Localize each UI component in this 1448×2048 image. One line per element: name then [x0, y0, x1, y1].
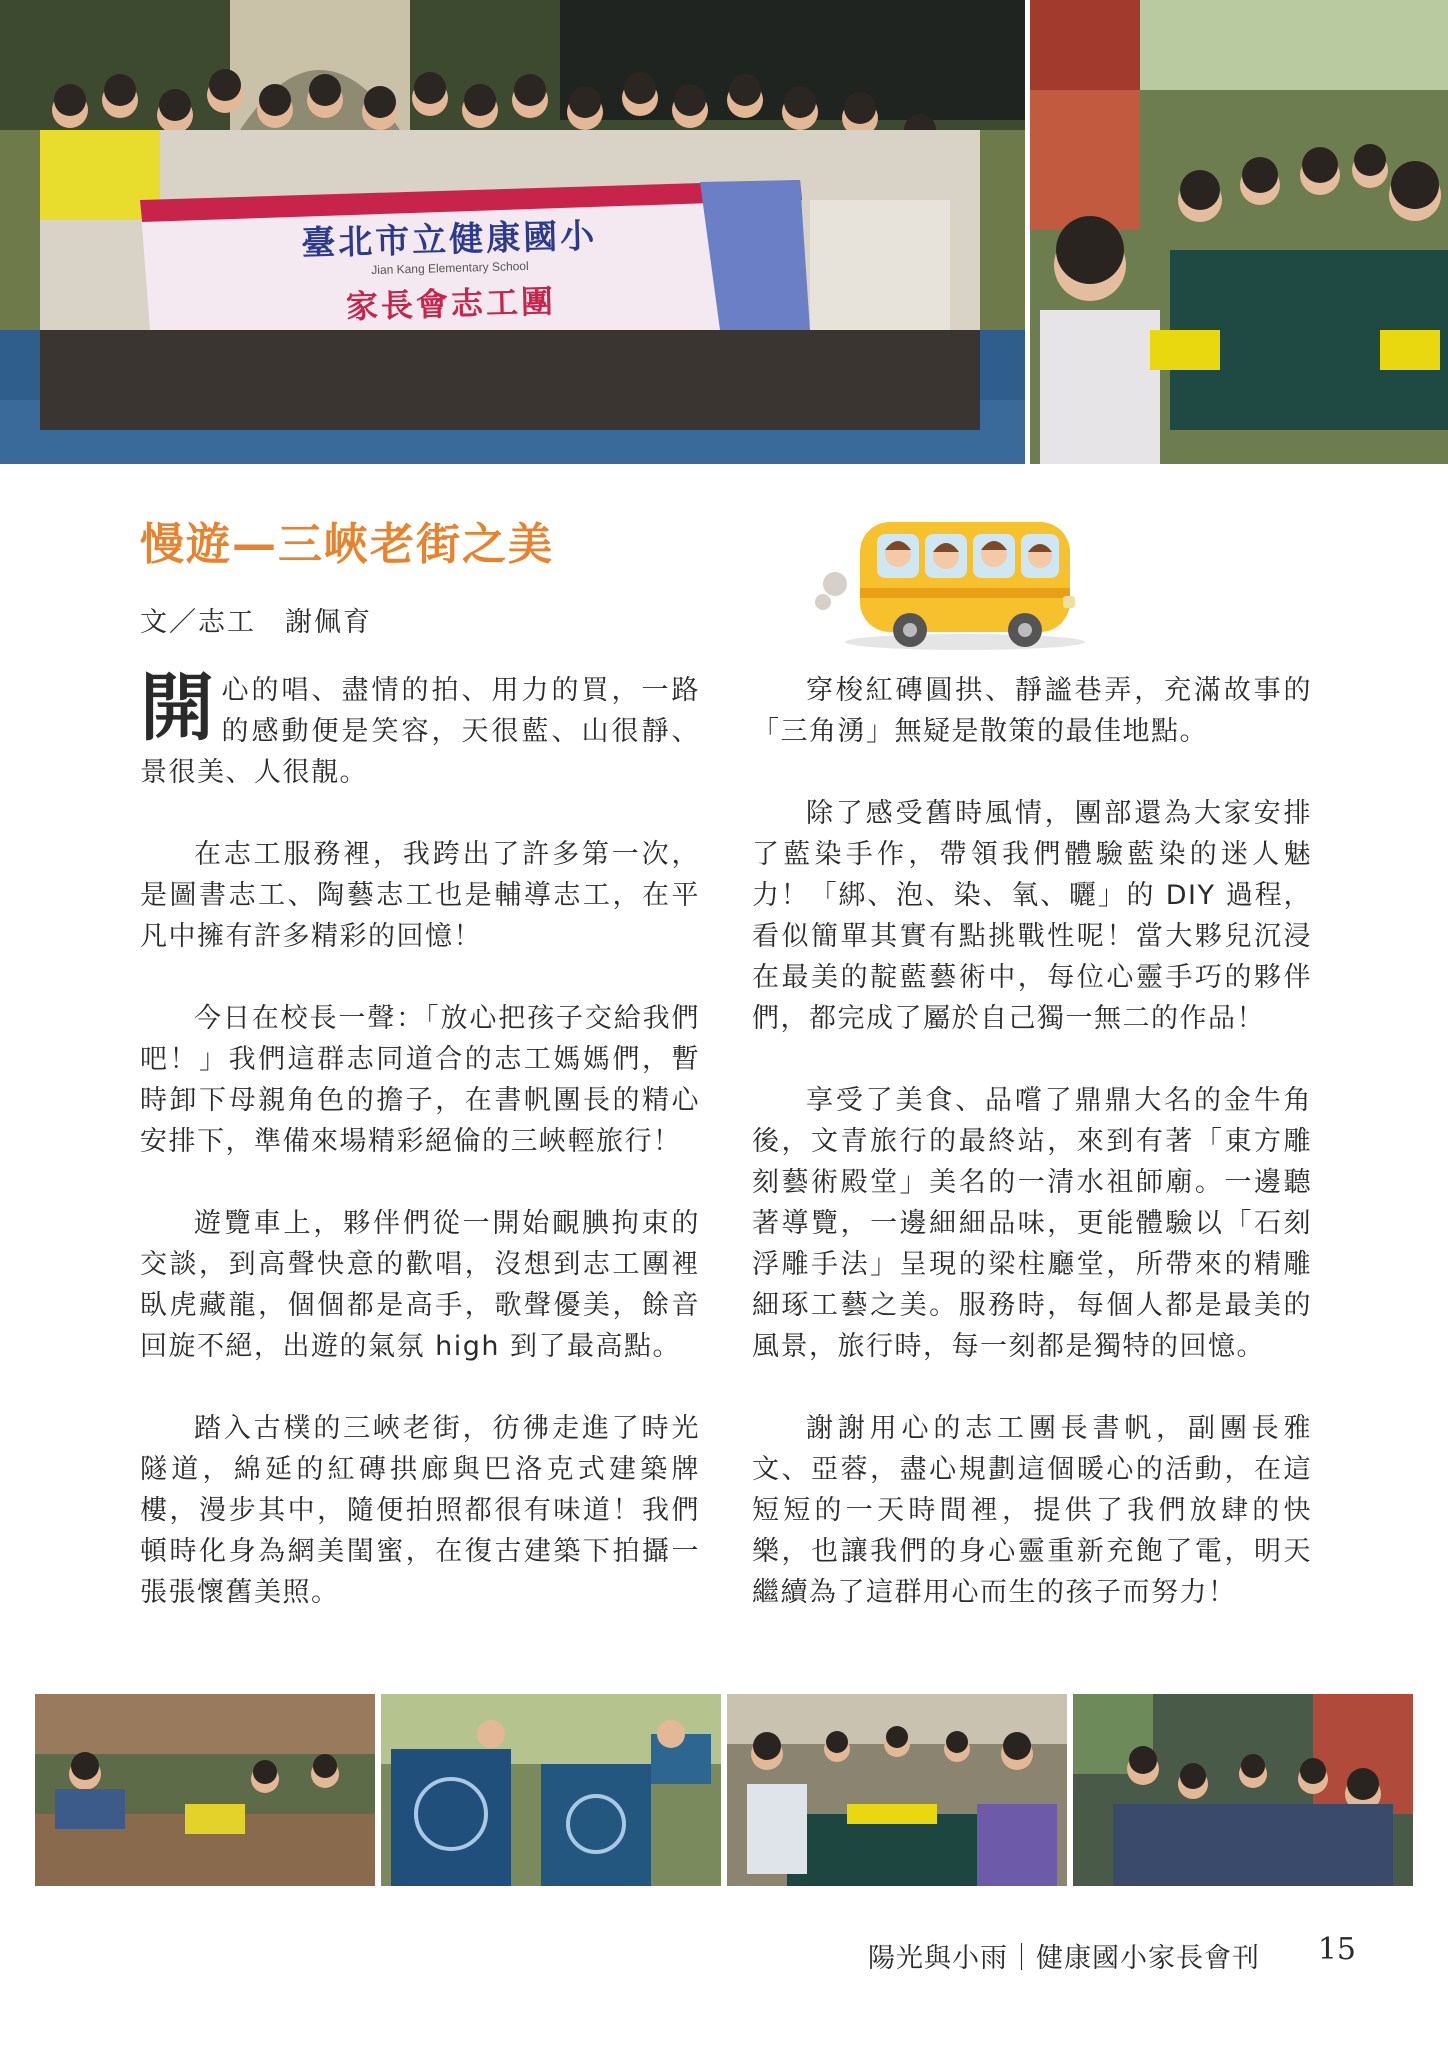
article-paragraph: 踏入古樸的三峽老街，彷彿走進了時光隧道，綿延的紅磚拱廊與巴洛克式建築牌樓，漫步其中，隨便拍照都很有味道！我們頓時化身為網美閨蜜，在復古建築下拍攝一張張懷舊美照。	[140, 1413, 700, 1608]
article-paragraph: 遊覽車上，夥伴們從一開始靦腆拘束的交談，到高聲快意的歡唱，沒想到志工團裡臥虎藏龍，個個都是高手，歌聲優美，餘音回旋不絕，出遊的氣氛 high 到了最高點。	[140, 1208, 700, 1362]
article-title: 慢遊—三峽老街之美	[140, 519, 554, 570]
article-column-right	[752, 670, 1312, 1654]
banner-school-name-en: Jian Kang Elementary School	[371, 258, 529, 278]
dye-vat-group-photo	[727, 1694, 1067, 1886]
school-bus-illustration	[815, 492, 1095, 652]
article-paragraph: 開心的唱、盡情的拍、用力的買，一路的感動便是笑容，天很藍、山很靜、景很美、人很靚。	[140, 665, 700, 788]
article-paragraph: 享受了美食、品嚐了鼎鼎大名的金牛角後，文青旅行的最終站，來到有著「東方雕刻藝術殿堂」美名的一清水祖師廟。一邊聽著導覽，一邊細細品味，更能體驗以「石刻浮雕手法」呈現的梁柱廳堂，所帶來的精雕細琢工藝之美。服務時，每個人都是最美的風景，旅行時，每一刻都是獨特的回憶。	[752, 1085, 1312, 1362]
article-paragraph: 穿梭紅磚圓拱、靜謐巷弄，充滿故事的「三角湧」無疑是散策的最佳地點。	[752, 675, 1312, 747]
article-column-left	[140, 665, 700, 1654]
workshop-table-photo	[35, 1694, 375, 1886]
drop-cap: 開	[140, 665, 216, 751]
publication-name: 陽光與小雨｜健康國小家長會刊	[868, 1943, 1260, 1974]
article-paragraph: 在志工服務裡，我跨出了許多第一次，是圖書志工、陶藝志工也是輔導志工，在平凡中擁有許多精彩的回憶！	[140, 839, 700, 952]
dyeing-group-photo	[1030, 0, 1448, 464]
indigo-cloth-photo	[381, 1694, 721, 1886]
article-paragraph: 除了感受舊時風情，團部還為大家安排了藍染手作，帶領我們體驗藍染的迷人魅力！「綁、泡、染、氧、曬」的 DIY 過程，看似簡單其實有點挑戰性呢！當大夥兒沉浸在最美的靛藍藝術中，每位心靈手巧的夥伴們，都完成了屬於自己獨一無二的作品！	[752, 798, 1312, 1034]
group-photo-banner	[0, 0, 1025, 464]
article-paragraph: 謝謝用心的志工團長書帆，副團長雅文、亞蓉，盡心規劃這個暖心的活動，在這短短的一天時間裡，提供了我們放肆的快樂，也讓我們的身心靈重新充飽了電，明天繼續為了這群用心而生的孩子而努力！	[752, 1413, 1312, 1608]
group-selfie-photo	[1073, 1694, 1413, 1886]
article-byline: 文／志工 謝佩育	[140, 607, 372, 638]
banner-group-name: 家長會志工團	[345, 282, 557, 326]
article-paragraph: 今日在校長一聲：「放心把孩子交給我們吧！」我們這群志同道合的志工媽媽們，暫時卸下母親角色的擔子，在書帆團長的精心安排下，準備來場精彩絕倫的三峽輕旅行！	[140, 1003, 700, 1157]
banner-school-name: 臺北市立健康國小	[300, 216, 598, 264]
page-number: 15	[1317, 1932, 1356, 1967]
